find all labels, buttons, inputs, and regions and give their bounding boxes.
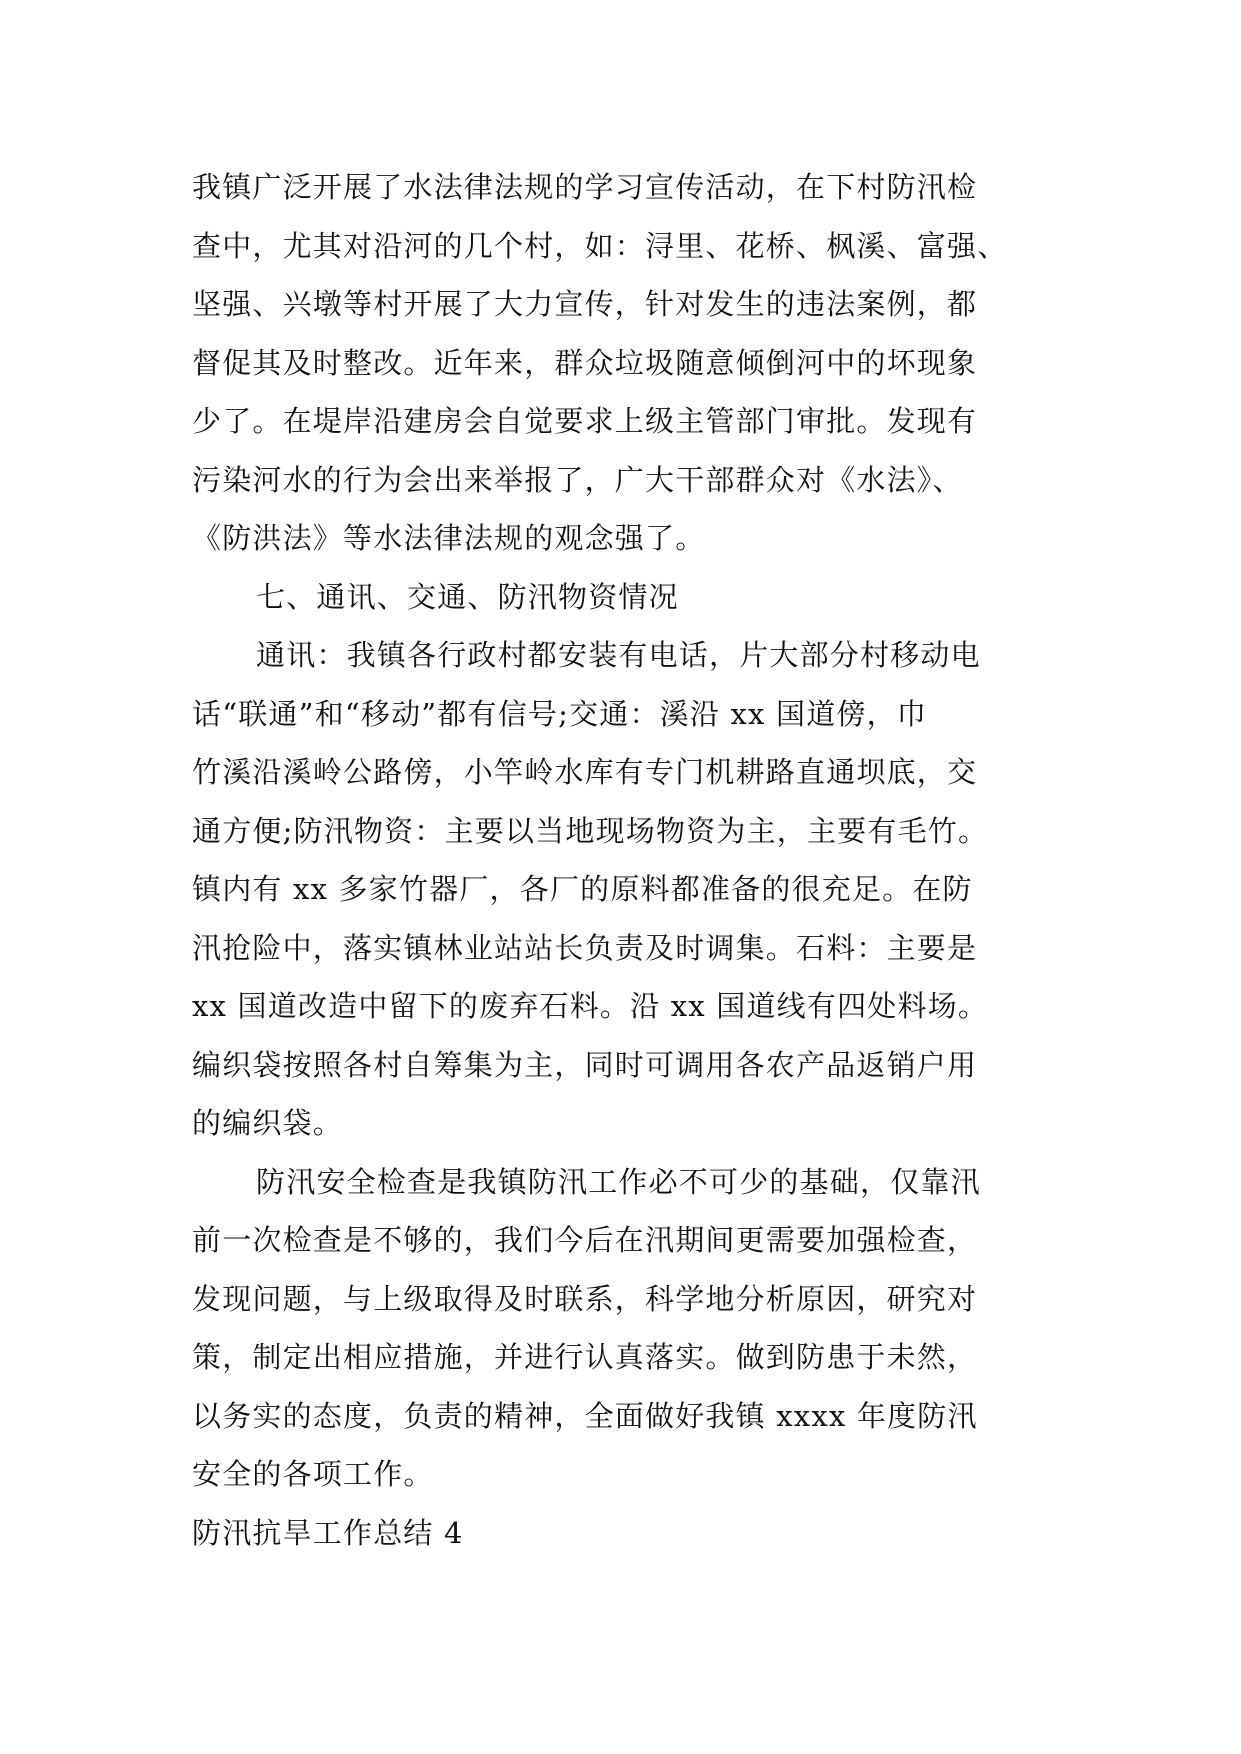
text-line: 话“联通”和“移动”都有信号;交通：溪沿 xx 国道傍，巾 <box>192 696 928 731</box>
text-line: 策，制定出相应措施，并进行认真落实。做到防患于未然， <box>192 1340 978 1374</box>
paragraph-safety-inspection <box>192 1153 1060 1504</box>
section-heading: 七、通讯、交通、防汛物资情况 <box>256 579 679 614</box>
text-line: 通讯：我镇各行政村都安装有电话，片大部分村移动电 <box>256 638 981 672</box>
text-line: 竹溪沿溪岭公路傍，小竿岭水库有专门机耕路直通坝底，交 <box>192 755 978 789</box>
text-line: 我镇广泛开展了水法律法规的学习宣传活动，在下村防汛检 <box>192 170 978 204</box>
text-line: 镇内有 xx 多家竹器厂，各厂的原料都准备的很充足。在防 <box>192 872 973 906</box>
text-line: 发现问题，与上级取得及时联系，科学地分析原因，研究对 <box>192 1281 978 1316</box>
text-line: 少了。在堤岸沿建房会自觉要求上级主管部门审批。发现有 <box>192 404 978 438</box>
text-line: 通方便;防汛物资：主要以当地现场物资为主，主要有毛竹。 <box>192 813 989 848</box>
text-line: xx 国道改造中留下的废弃石料。沿 xx 国道线有四处料场。 <box>192 989 989 1023</box>
text-line: 《防洪法》等水法律法规的观念强了。 <box>192 521 706 555</box>
text-line: 前一次检查是不够的，我们今后在汛期间更需要加强检查， <box>192 1223 978 1257</box>
paragraph-water-law-publicity <box>192 158 1060 568</box>
document-body <box>192 158 1060 1562</box>
next-article-title: 防汛抗旱工作总结 4 <box>192 1515 464 1550</box>
text-line: 安全的各项工作。 <box>192 1457 434 1491</box>
text-line: 查中，尤其对沿河的几个村，如：浔里、花桥、枫溪、富强、 <box>192 228 1008 263</box>
text-line: 防汛安全检查是我镇防汛工作必不可少的基础，仅靠汛 <box>256 1164 981 1199</box>
paragraph-communication-transport-materials <box>192 626 1060 1153</box>
text-line: 的编织袋。 <box>192 1106 344 1140</box>
text-line: 坚强、兴墩等村开展了大力宣传，针对发生的违法案例，都 <box>192 287 978 321</box>
text-line: 编织袋按照各村自筹集为主，同时可调用各农产品返销户用 <box>192 1047 978 1082</box>
text-line: 督促其及时整改。近年来，群众垃圾随意倾倒河中的坏现象 <box>192 345 978 380</box>
text-line: 以务实的态度，负责的精神，全面做好我镇 xxxx 年度防汛 <box>192 1398 978 1433</box>
text-line: 汛抢险中，落实镇林业站站长负责及时调集。石料：主要是 <box>192 930 978 965</box>
text-line: 污染河水的行为会出来举报了，广大干部群众对《水法》、 <box>192 462 963 497</box>
